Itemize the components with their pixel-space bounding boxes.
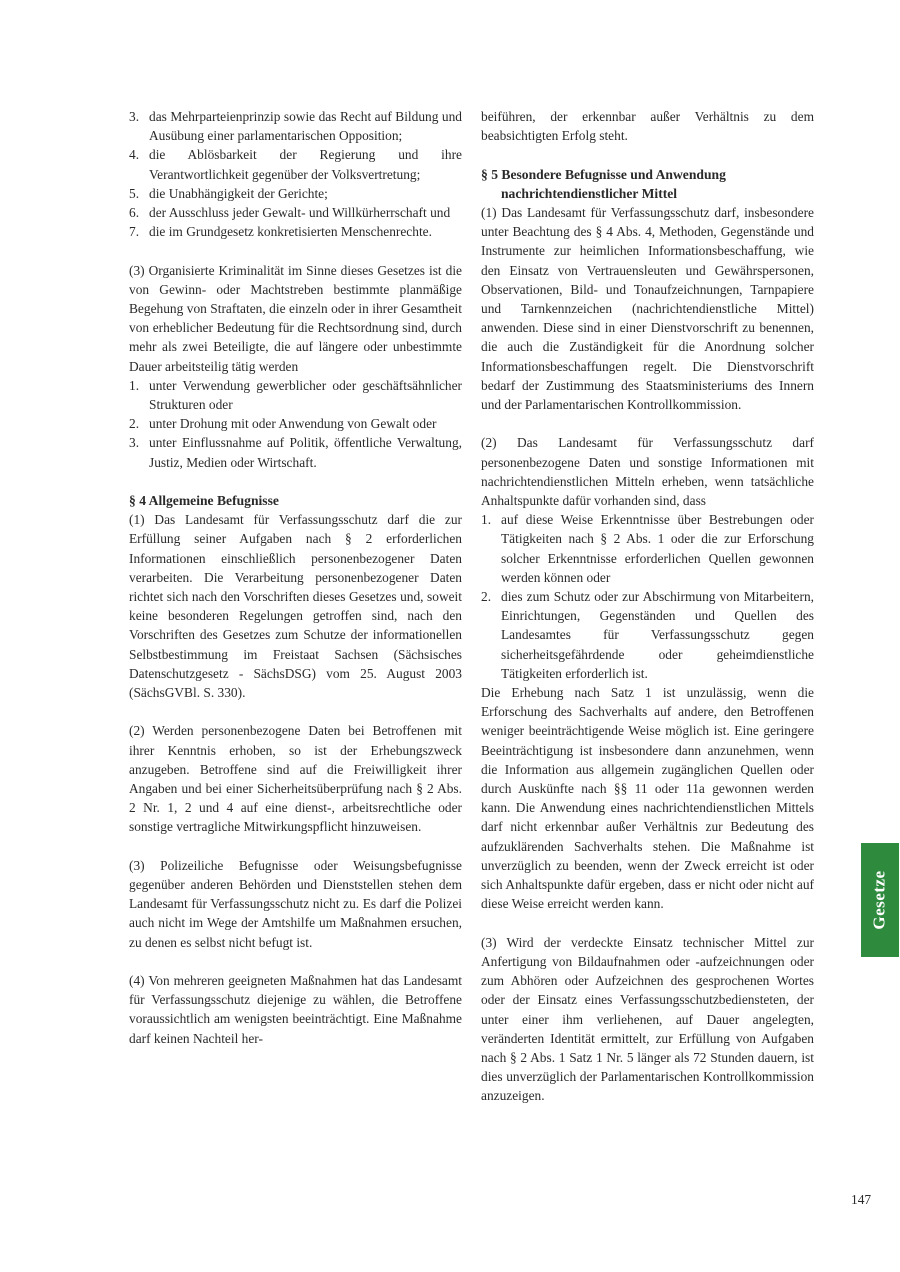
list-text: die Unabhängigkeit der Gerichte;: [149, 185, 328, 201]
list-item: [129, 203, 462, 222]
list-number: 4.: [129, 147, 140, 163]
section-5-heading: [481, 165, 814, 203]
list-number: 5.: [129, 185, 140, 201]
list-text: der Ausschluss jeder Gewalt- und Willkürherrschaft und: [149, 205, 451, 221]
list-item: [129, 433, 462, 471]
list-number: 2.: [481, 589, 492, 605]
list-text: das Mehrparteienprinzip sowie das Recht auf Bildung und Ausübung einer parlamentarischen Opposition;: [149, 109, 462, 144]
list-number: 3.: [129, 435, 140, 451]
section-5-paragraph-1: (1) Das Landesamt für Verfassungsschutz darf, insbesondere unter Beachtung des § 4 Abs. 4, Methoden, Gegenstände und Instrumente zur heimlichen Informationsbeschaffung, wie den Einsatz von Vertrauensleuten und Gewährspersonen, Observationen, Bild- und Tonaufzeichnungen, Tarnpapiere und Tarnkennzeichen (nachrichtendienstliche Mittel) anwenden. Diese sind in einer Dienstvorschrift zu benennen, die auch die Zuständigkeit für die Anordnung solcher Informationsbeschaffungen regelt. Die Dienstvorschrift bedarf der Zustimmung des Staatsministeriums des Innern und der Parlamentarischen Kontrollkommission.: [481, 205, 814, 413]
list-a: [129, 107, 462, 241]
list-number: 7.: [129, 224, 140, 240]
list-text: unter Verwendung gewerblicher oder geschäftsähnlicher Strukturen oder: [149, 377, 462, 413]
section-5-heading-line-2: nachrichtendienstlicher Mittel: [501, 185, 678, 201]
section-4-paragraph-2: (2) Werden personenbezogene Daten bei Betroffenen mit ihrer Kenntnis erhoben, so ist der Erhebungszweck anzugeben. Betroffene sind auf die Freiwilligkeit ihrer Angaben und bei einer Sicherheitsüberprüfung nach § 2 Abs. 2 Nr. 1, 2 und 4 auf eine dienst-, arbeitsrechtliche oder sonstige vertragliche Mitwirkungspflicht hinzuweisen.: [129, 723, 462, 835]
list-item: [129, 107, 462, 145]
list-number: 1.: [129, 377, 140, 393]
list-number: 2.: [129, 416, 140, 432]
list-text: die Ablösbarkeit der Regierung und ihre Verantwortlichkeit gegenüber der Volksvertretung;: [149, 147, 462, 182]
left-column: [129, 107, 462, 1048]
list-text: unter Einflussnahme auf Politik, öffentliche Verwaltung, Justiz, Medien oder Wirtschaft.: [149, 435, 462, 470]
list-item: [129, 376, 462, 414]
list-item: [129, 414, 462, 433]
list-item: [129, 222, 462, 241]
list-c: [481, 510, 814, 683]
list-number: 6.: [129, 205, 140, 221]
section-4-paragraph-3: (3) Polizeiliche Befugnisse oder Weisungsbefugnisse gegenüber anderen Behörden und Dienststellen stehen dem Landesamt für Verfassungsschutz nicht zu. Es darf die Polizei auch nicht im Wege der Amtshilfe um Maßnahmen ersuchen, zu denen es selbst nicht befugt ist.: [129, 857, 462, 950]
section-4-paragraph-4: (4) Von mehreren geeigneten Maßnahmen hat das Landesamt für Verfassungsschutz diejenige zu wählen, die Betroffene voraussichtlich am wenigsten beeinträchtigt. Eine Maßnahme darf keinen Nachteil her-: [129, 973, 462, 1046]
side-tab: [861, 843, 899, 957]
section-4-paragraph-1: (1) Das Landesamt für Verfassungsschutz darf die zur Erfüllung seiner Aufgaben nach § 2 erforderlichen Informationen einschließlich personenbezogener Daten verarbeiten. Die Verarbeitung personenbezogener Daten richtet sich nach den Vorschriften dieses Gesetzes und, soweit keine besonderen Regelungen getroffen sind, nach den Vorschriften des Gesetzes zum Schutze der informationellen Selbstbestimmung im Freistaat Sachsen (Sächsisches Datenschutzgesetz - SächsDSG) vom 25. August 2003 (SächsGVBl. S. 330).: [129, 512, 462, 701]
section-5-paragraph-3: (3) Wird der verdeckte Einsatz technischer Mittel zur Anfertigung von Bildaufnahmen oder -aufzeichnungen oder zum Abhören oder Aufzeichnen des gesprochenen Wortes oder der Einsatz eines Verfassungsschutzbediensteten, der unter einer ihm verliehenen, auf Dauer angelegten, veränderten Identität ermittelt, zur Erfüllung von Aufgaben nach § 2 Abs. 1 Satz 1 Nr. 5 länger als 72 Stunden dauern, ist dies unverzüglich der Parlamentarischen Kontrollkommission anzuzeigen.: [481, 934, 814, 1104]
page-number: 147: [851, 1192, 872, 1207]
list-item: [129, 184, 462, 203]
section-5-heading-line-1: § 5 Besondere Befugnisse und Anwendung: [481, 166, 726, 182]
list-number: 3.: [129, 109, 140, 124]
list-number: 1.: [481, 512, 492, 528]
section-5-paragraph-2-continued: Die Erhebung nach Satz 1 ist unzulässig, wenn die Erforschung des Sachverhalts auf andere, den Betroffenen weniger beeinträchtigende Weise möglich ist. Eine geringere Beeinträchtigung ist insbesondere dann anzunehmen, wenn die Information aus allgemein zugänglichen Quellen oder durch Auskünfte nach §§ 11 oder 11a gewonnen werden kann. Die Anwendung eines nachrichtendienstlichen Mittels darf nicht erkennbar außer Verhältnis zur Bedeutung des aufzuklärenden Sachverhalts stehen. Die Maßnahme ist unverzüglich zu beenden, wenn der Zweck erreicht ist oder sich Anhaltspunkte dafür ergeben, dass er nicht oder nicht auf diese Weise erreicht werden kann.: [481, 685, 814, 912]
list-b: [129, 376, 462, 472]
paragraph-3: (3) Organisierte Kriminalität im Sinne dieses Gesetzes ist die von Gewinn- oder Machtstreben bestimmte planmäßige Begehung von Straftaten, die einzeln oder in ihrer Gesamtheit von erheblicher Bedeutung für die Rechtsordnung sind, durch mehr als zwei Beteiligte, die auf längere oder unbestimmte Dauer arbeitsteilig tätig werden: [129, 262, 462, 374]
section-4-heading: § 4 Allgemeine Befugnisse: [129, 493, 279, 509]
list-text: auf diese Weise Erkenntnisse über Bestrebungen oder Tätigkeiten nach § 2 Abs. 1 oder die zur Erforschung solcher Erkenntnisse erforderlichen Quellen gewonnen werden können oder: [501, 512, 814, 585]
list-item: [129, 145, 462, 183]
list-text: unter Drohung mit oder Anwendung von Gewalt oder: [149, 416, 437, 432]
list-item: [481, 510, 814, 587]
list-item: [481, 587, 814, 683]
right-column: [481, 107, 814, 1106]
list-text: dies zum Schutz oder zur Abschirmung von Mitarbeitern, Einrichtungen, Gegenständen und Quellen des Landesamtes für Verfassungsschutz gegen sicherheitsgefährdende oder geheimdienstliche Tätigkeiten erforderlich ist.: [501, 589, 814, 681]
list-text: die im Grundgesetz konkretisierten Menschenrechte.: [149, 224, 432, 240]
side-tab-label: Gesetze: [870, 870, 889, 930]
continuation-text: beiführen, der erkennbar außer Verhältnis zu dem beabsichtigten Erfolg steht.: [481, 109, 814, 144]
section-5-paragraph-2: (2) Das Landesamt für Verfassungsschutz darf personenbezogene Daten und sonstige Informationen mit nachrichtendienstlichen Mitteln erheben, wenn tatsächliche Anhaltspunkte dafür vorhanden sind, dass: [481, 435, 814, 509]
